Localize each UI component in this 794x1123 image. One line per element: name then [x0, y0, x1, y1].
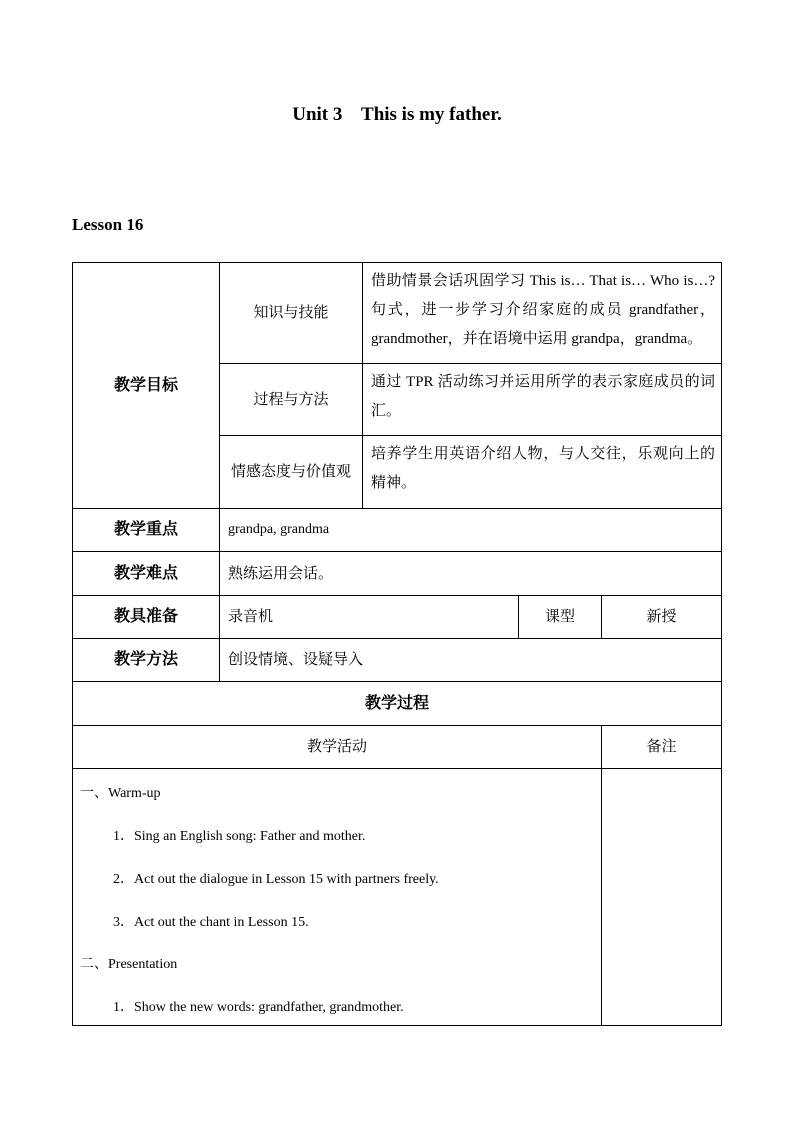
difficulties-text: 熟练运用会话。	[228, 565, 334, 582]
key-points-label: 教学重点	[113, 521, 178, 538]
equipment-text: 录音机	[228, 609, 274, 625]
methods-text: 创设情境、设疑导入	[228, 652, 364, 668]
process-section-title: 教学过程	[364, 694, 429, 712]
section-warm-up: 一、Warm-up	[80, 786, 161, 801]
activities-content	[73, 769, 601, 1025]
activity-line: 1．Sing an English song: Father and mother.	[113, 829, 366, 844]
table-border-right	[721, 262, 722, 1026]
section-presentation: 二、Presentation	[80, 957, 178, 972]
document-title: Unit 3 This is my father.	[292, 104, 502, 125]
notes-header: 备注	[646, 739, 677, 755]
lesson-type-label: 课型	[544, 609, 575, 625]
lesson-type-value: 新授	[646, 609, 677, 625]
table-border-bottom	[72, 1025, 722, 1026]
objectives-label: 教学目标	[113, 376, 178, 394]
activity-line: 1．Show the new words: grandfather, grandmother.	[113, 1000, 404, 1015]
activity-line: 3．Act out the chant in Lesson 15.	[113, 915, 309, 930]
methods-label: 教学方法	[113, 651, 178, 668]
emotion-values-text: 培养学生用英语介绍人物，与人交往，乐观向上的精神。	[371, 446, 715, 491]
equipment-label: 教具准备	[113, 608, 178, 625]
lesson-heading: Lesson 16	[72, 215, 144, 234]
knowledge-skills-label: 知识与技能	[253, 305, 329, 321]
knowledge-skills-text: 借助情景会话巩固学习 This is… That is… Who is…?句式，进一步学习介绍家庭的成员 grandfather，grandmother，并在语境中运用 grandpa，grandma。	[371, 273, 715, 347]
key-points-text: grandpa, grandma	[228, 522, 330, 537]
emotion-values-label: 情感态度与价值观	[230, 464, 351, 480]
activity-line: 2．Act out the dialogue in Lesson 15 with partners freely.	[113, 872, 439, 887]
activities-header: 教学活动	[306, 739, 367, 755]
process-methods-text: 通过 TPR 活动练习并运用所学的表示家庭成员的词汇。	[371, 374, 715, 419]
notes-content	[602, 769, 721, 1025]
process-methods-label: 过程与方法	[253, 391, 329, 408]
difficulties-label: 教学难点	[113, 564, 178, 582]
